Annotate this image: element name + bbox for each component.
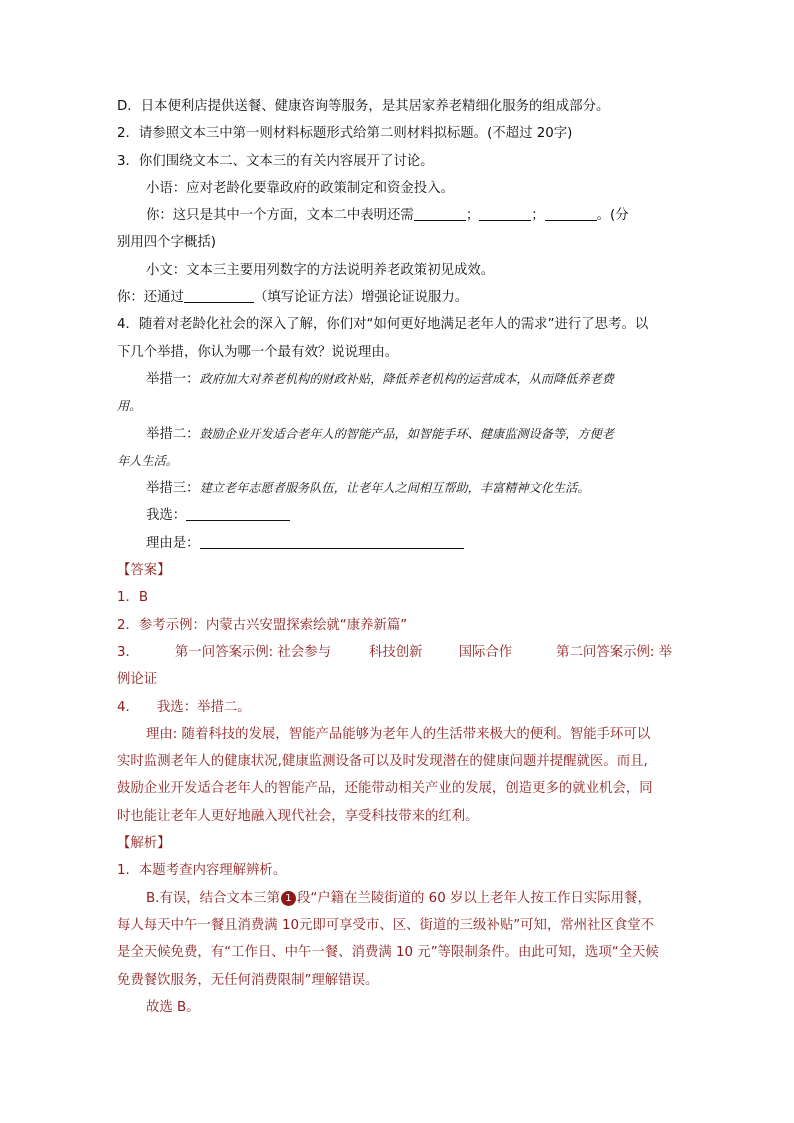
method-prefix: 你：还通过 <box>117 290 184 306</box>
answer-4-choice: 我选：举措二。 <box>156 699 251 715</box>
reason-label: 理由是： <box>146 535 200 551</box>
answer-2: 2．参考示例：内蒙古兴安盟探索绘就“康养新篇” <box>117 617 408 633</box>
option-d-line: D．日本便利店提供送餐、健康咨询等服务，是其居家养老精细化服务的组成部分。 <box>117 99 610 114</box>
answer-3-continuation: 例论证 <box>117 672 158 688</box>
measure-3-text: 建立老年志愿者服务队伍，让老年人之间相互帮助，丰富精神文化生活。 <box>199 481 590 496</box>
answer-3-part2: 第二问答案示例: 举 <box>556 644 673 660</box>
reason-blank[interactable] <box>200 534 464 549</box>
measure-1-label: 举措一： <box>146 371 200 387</box>
xiaoyu-statement: 小语：应对老龄化要靠政府的政策制定和资金投入。 <box>146 180 454 196</box>
analysis-6: 故选 B。 <box>146 999 200 1015</box>
method-blank[interactable] <box>184 288 254 303</box>
you-response-line <box>117 202 677 229</box>
measure-3 <box>117 475 677 502</box>
choose-line <box>117 502 677 529</box>
measure-1 <box>117 366 677 393</box>
separator-2: ； <box>531 208 545 224</box>
measure-3-label: 举措三： <box>146 481 200 497</box>
question-4-continuation: 下几个举措，你认为哪一个最有效？说说理由。 <box>117 344 399 360</box>
measure-1-text: 政府加大对养老机构的财政补贴，降低养老机构的运营成本，从而降低养老费 <box>199 371 614 386</box>
answer-1: 1．B <box>117 590 149 606</box>
question-2: 2．请参照文本三中第一则材料标题形式给第二则材料拟标题。(不超过 20字) <box>117 126 573 142</box>
analysis-1: 1．本题考查内容理解辨析。 <box>117 863 287 879</box>
choose-label: 我选： <box>146 508 187 524</box>
answer-4 <box>117 694 677 721</box>
measure-2-text: 鼓励企业开发适合老年人的智能产品，如智能手环、健康监测设备等，方便老 <box>199 426 614 441</box>
answer-4-reason-3: 鼓励企业开发适合老年人的智能产品，还能带动相关产业的发展，创造更多的就业机会，同 <box>117 781 653 797</box>
answer-blank-3[interactable] <box>545 206 597 221</box>
answer-heading: 【答案】 <box>117 563 171 579</box>
xiaowen-statement: 小文：文本三主要用列数字的方法说明养老政策初见成效。 <box>146 262 495 278</box>
analysis-2 <box>117 885 677 912</box>
method-line <box>117 284 677 311</box>
response-continuation: 别用四个字概括) <box>117 235 216 251</box>
method-suffix: （填写论证方法）增强论证说服力。 <box>253 290 469 306</box>
analysis-5: 免费餐饮服务，无任何消费限制”理解错误。 <box>117 972 379 988</box>
analysis-2-start: B.有误，结合文本三第 <box>146 890 280 906</box>
answer-4-number: 4． <box>117 699 139 715</box>
answer-3-number: 3． <box>117 644 139 660</box>
analysis-2-rest: 段“户籍在兰陵街道的 60 岁以上老年人按工作日实际用餐， <box>296 890 651 906</box>
analysis-heading: 【解析】 <box>117 836 171 852</box>
answer-3-keyword-3: 国际合作 <box>458 644 513 660</box>
answer-3 <box>117 639 677 666</box>
measure-2 <box>117 421 677 448</box>
you-response-text: 你：这只是其中一个方面，文本二中表明还需 <box>146 208 414 224</box>
reason-line <box>117 530 677 557</box>
circled-number-1: 1 <box>281 891 296 906</box>
response-end: 。(分 <box>596 208 629 224</box>
question-3: 3．你们围绕文本二、文本三的有关内容展开了讨论。 <box>117 153 434 169</box>
measure-1-continuation: 用。 <box>117 399 142 414</box>
analysis-3: 每人每天中午一餐且消费满 10元即可享受市、区、街道的三级补贴”可知，常州社区食堂不 <box>117 917 655 933</box>
answer-4-reason-1: 理由: 随着科技的发展，智能产品能够为老年人的生活带来极大的便利。智能手环可以 <box>146 726 651 742</box>
question-4: 4．随着对老龄化社会的深入了解，你们对“如何更好地满足老年人的需求”进行了思考。以 <box>117 317 649 333</box>
answer-3-keyword-2: 科技创新 <box>369 644 423 660</box>
measure-2-continuation: 年人生活。 <box>117 453 178 468</box>
separator-1: ； <box>465 208 480 224</box>
answer-4-reason-4: 时也能让老年人更好地融入现代社会，享受科技带来的红利。 <box>117 808 479 824</box>
analysis-4: 是全天候免费，有“工作日、中午一餐、消费满 10 元”等限制条件。由此可知，选项“全天候 <box>117 945 659 961</box>
document-content <box>117 93 677 1021</box>
measure-2-label: 举措二： <box>146 426 200 442</box>
answer-blank-2[interactable] <box>479 206 531 221</box>
answer-blank-1[interactable] <box>414 206 466 221</box>
answer-3-part1: 第一问答案示例: 社会参与 <box>174 644 331 660</box>
choose-blank[interactable] <box>186 506 290 521</box>
answer-4-reason-2: 实时监测老年人的健康状况,健康监测设备可以及时发现潜在的健康问题并提醒就医。而且, <box>117 754 648 770</box>
